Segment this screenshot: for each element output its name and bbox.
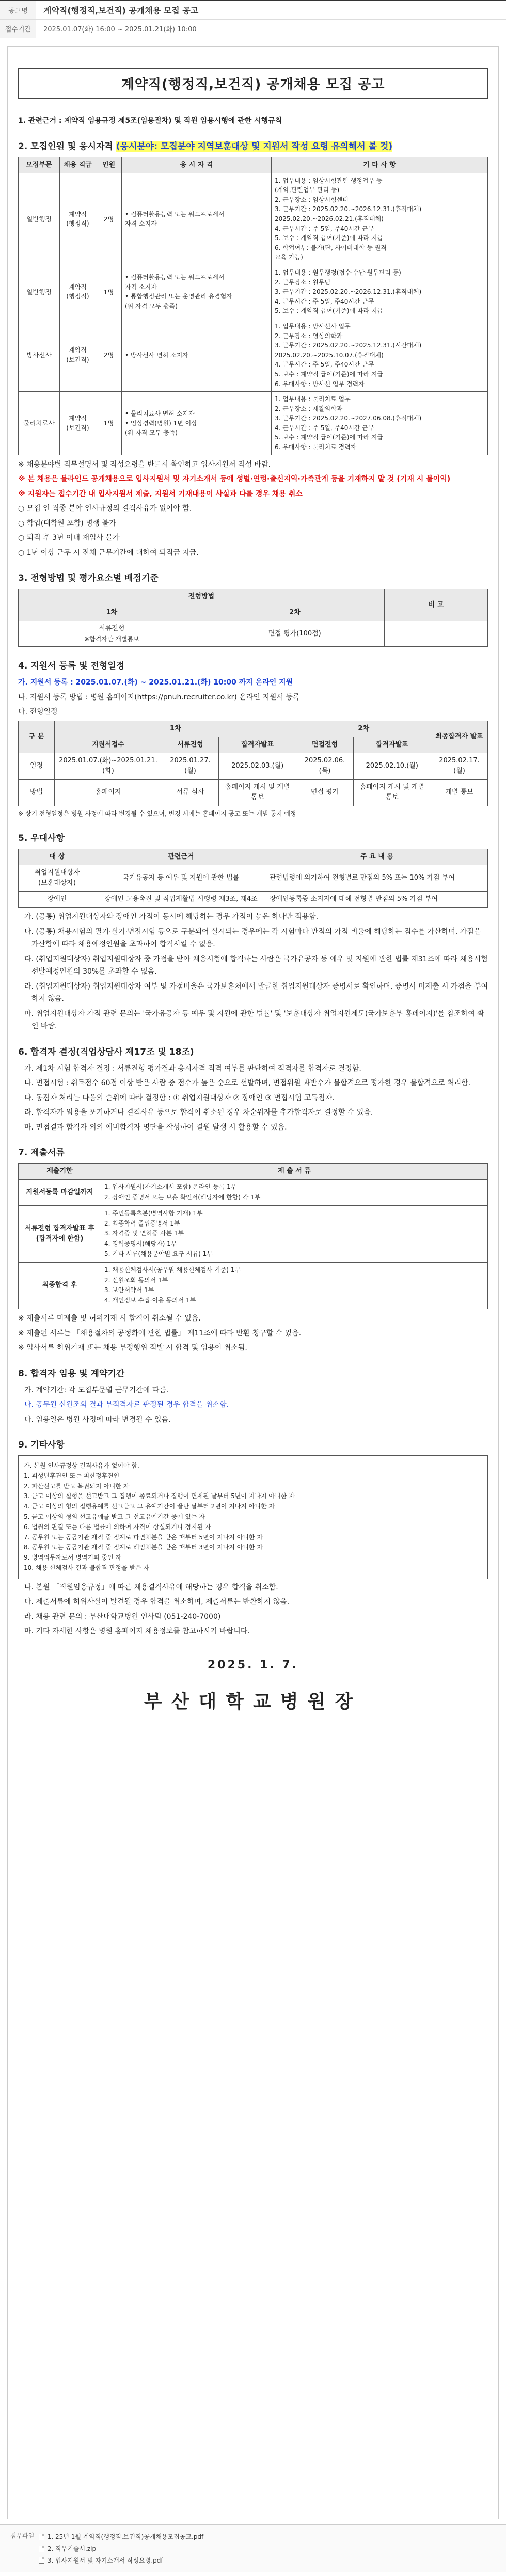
- recruitment-header-row: [19, 157, 488, 173]
- cell-count: 2명: [96, 173, 122, 265]
- note-line: ※ 본 채용은 블라인드 공개채용으로 입사지원서 및 자기소개서 등에 성별·연령·출신지역·가족관계 등을 기재하지 말 것 (기재 시 불이익): [18, 475, 451, 484]
- decision-line: 다. 동점자 처리는 다음의 순위에 따라 결정함 : ① 취업지원대상자 ② 장애인 ③ 면접시험 고득점자.: [24, 1093, 335, 1102]
- subject-label: 공고명: [0, 1, 36, 19]
- disqualification-box: 가. 본원 인사규정상 결격사유가 없어야 함. 1. 피성년후견인 또는 피한정후견인 2. 파산선고를 받고 복권되지 아니한 자 3. 금고 이상의 실형을 선고받고 그 집행이 종료되거나 집행이 면제된 날부터 5년이 지나지 아니한 자 4. 금고 이상의 형의 집행유예를 선고받고 그 유예기간이 끝난 날부터 2년이 지나지 아니한 자 5. 금고 이상의 형의 선고유예를 받고 그 선고유예기간 중에 있는 자 6. 법원의 판결 또는 다른 법률에 의하여 자격이 상실되거나 정지된 자 7. 공무원 또는 공공기관 재직 중 징계로 파면처분을 받은 때부터 5년이 지나지 아니한 자 8. 공무원 또는 공공기관 재직 중 징계로 해임처분을 받은 때부터 3년이 지나지 아니한 자 9. 병역의무자로서 병역기피 중인 자 10. 채용 신체검사 결과 불합격 판정을 받은 자: [18, 1455, 488, 1579]
- section-2-title-highlight: (응시분야: 모집분야 지역보훈대상 및 지원서 작성 요령 유의해서 볼 것): [116, 141, 393, 152]
- section-documents: [18, 1145, 488, 1354]
- table-row: [19, 891, 488, 907]
- docs-list: 1. 입사지원서(자기소개서 포함) 온라인 등록 1부 2. 장애인 증명서 또는 보훈 확인서(해당자에 한함) 각 1부: [101, 1180, 488, 1206]
- cell-rank: 계약직 (행정직): [60, 173, 96, 265]
- schedule-col-stage1: 1차: [55, 721, 296, 737]
- selection-note-header: 비 고: [385, 589, 488, 621]
- schedule-cell: 2025.02.03.(월): [219, 753, 296, 779]
- stage-1-method: [19, 621, 205, 647]
- notice-document: [7, 46, 499, 2519]
- attachment-name: 1. 25년 1월 계약직(행정직,보건직)공개채용모집공고.pdf: [47, 2533, 204, 2540]
- table-row: [19, 589, 488, 605]
- schedule-cell: 홈페이지 게시 및 개별통보: [353, 780, 431, 806]
- schedule-table: [18, 721, 488, 806]
- documents-table: [18, 1163, 488, 1309]
- schedule-cell: 개별 통보: [431, 780, 488, 806]
- appointment-line: 가. 계약기간: 각 모집부문별 근무기간에 따름.: [24, 1386, 169, 1394]
- attachment-link[interactable]: [39, 2531, 204, 2543]
- attachments-label: 첨부파일: [10, 2532, 35, 2539]
- table-row: [19, 621, 488, 647]
- cell-count: 1명: [96, 392, 122, 455]
- cell-count: 1명: [96, 265, 122, 319]
- section-recruitment: [18, 139, 488, 560]
- selection-table: [18, 589, 488, 647]
- section-8-title: 8. 합격자 임용 및 계약기간: [18, 1368, 125, 1379]
- schedule-sub-announce2: 합격자발표: [353, 737, 431, 753]
- cell-etc: 1. 업무내용 : 임상시험관련 행정업무 등 (계약,관련업무 관리 등) 2. 근무장소 : 임상시험센터 3. 근무기간 : 2025.02.20.~2026.12.31.(휴직대체) 2025.02.20.~2026.02.21.(휴직대체) 4. 근무시간 : 주 5일, 주40시간 근무 5. 보수 : 계약직 급여(기준)에 따라 지급 6. 학업여부: 불가(단, 사이버대학 등 원격 교육 가능): [272, 173, 488, 265]
- selection-stage-2: 2차: [205, 605, 384, 621]
- schedule-cell: 서류 심사: [162, 780, 218, 806]
- file-icon: [39, 2546, 44, 2552]
- registration-method: 나. 지원서 등록 방법 : 병원 홈페이지(https://pnuh.recruiter.co.kr) 온라인 지원서 등록: [18, 693, 300, 702]
- cell-qualification: • 컴퓨터활용능력 또는 워드프로세서 자격 소지자 • 통합행정관리 또는 운영관리 유경험자 (위 자격 모두 충족): [122, 265, 272, 319]
- file-icon: [39, 2534, 44, 2540]
- section-5-title: 5. 우대사항: [18, 833, 65, 844]
- stage-1-method-text: 서류전형: [99, 625, 125, 633]
- pref-col-target: 대 상: [19, 849, 96, 865]
- pref-cell: 장애인: [19, 891, 96, 907]
- schedule-sub-announce1: 합격자발표: [219, 737, 296, 753]
- section-1-title: 1. 관련근거 : 계약직 임용규정 제5조(임용절차) 및 직원 임용시행에 관한 시행규칙: [18, 117, 282, 125]
- decision-line: 나. 면접시험 : 취득점수 60점 이상 받은 사람 중 점수가 높은 순으로 선발하며, 면접위원 과반수가 불합격으로 평가한 경우 불합격으로 처리함.: [24, 1079, 471, 1088]
- docs-note: ※ 제출서류 미제출 및 허위기재 시 합격이 취소될 수 있음.: [18, 1314, 201, 1323]
- docs-note: ※ 제출된 서류는 「채용절차의 공정화에 관한 법률」 제11조에 따라 반환 청구할 수 있음.: [18, 1329, 302, 1338]
- preference-table: [18, 849, 488, 908]
- note-line: ○ 퇴직 후 3년 이내 재입사 불가: [18, 534, 120, 543]
- appointment-line: 나. 공무원 신원조회 결과 부적격자로 판정된 경우 합격을 취소함.: [24, 1401, 229, 1409]
- col-header-dept: 모집부문: [19, 157, 60, 173]
- recruitment-table: [18, 157, 488, 455]
- selection-top-header: 전형방법: [19, 589, 385, 605]
- section-preference: [18, 831, 488, 1033]
- schedule-cell: 2025.02.17.(월): [431, 753, 488, 779]
- cell-dept: 일반행정: [19, 265, 60, 319]
- schedule-col-final: 최종합격자 발표: [431, 721, 488, 753]
- table-row: [19, 392, 488, 455]
- selection-note: [385, 621, 488, 647]
- misc-line: 나. 본원 「직원임용규정」에 따른 채용결격사유에 해당하는 경우 합격을 취소함.: [24, 1583, 278, 1592]
- notice-subject: 계약직(행정직,보건직) 공개채용 모집 공고: [43, 6, 199, 15]
- cell-qualification: • 물리치료사 면허 소지자 • 임상경력(병원) 1년 이상 (위 자격 모두 충족): [122, 392, 272, 455]
- selection-stage-1: 1차: [19, 605, 205, 621]
- docs-col-deadline: 제출기한: [19, 1164, 101, 1180]
- table-row: [19, 1262, 488, 1309]
- schedule-cell: 방법: [19, 780, 55, 806]
- decision-line: 마. 면접결과 합격자 외의 예비합격자 명단을 작성하여 결원 발생 시 활용할 수 있음.: [24, 1123, 287, 1132]
- table-row: [19, 265, 488, 319]
- attachment-name: 2. 직무기술서.zip: [47, 2545, 97, 2552]
- decision-line: 라. 합격자가 임용을 포기하거나 결격사유 등으로 합격이 취소된 경우 차순위자를 추가합격자로 결정할 수 있음.: [24, 1108, 373, 1117]
- section-legal-basis: [18, 115, 488, 128]
- table-row: [19, 1205, 488, 1262]
- application-period: 2025.01.07(화) 16:00 ~ 2025.01.21(화) 10:00: [43, 26, 197, 34]
- table-row: [19, 1180, 488, 1206]
- pref-cell: 취업지원대상자 (보훈대상자): [19, 865, 96, 891]
- docs-col-list: 제 출 서 류: [101, 1164, 488, 1180]
- stage-1-method-note: ※합격자만 개별통보: [84, 635, 139, 643]
- schedule-col-type: 구 분: [19, 721, 55, 753]
- table-row: [19, 849, 488, 865]
- misc-line: 다. 제출서류에 허위사실이 발견될 경우 합격을 취소하며, 제출서류는 반환하지 않음.: [24, 1598, 290, 1607]
- schedule-sub-interview: 면접전형: [296, 737, 353, 753]
- recruitment-notes: [18, 458, 488, 560]
- table-row: [19, 173, 488, 265]
- schedule-cell: 일정: [19, 753, 55, 779]
- note-line: ○ 1년 이상 근무 시 전체 근무기간에 대하여 퇴직금 지급.: [18, 548, 199, 557]
- misc-line: 라. 채용 관련 문의 : 부산대학교병원 인사팀 (051-240-7000): [24, 1612, 221, 1621]
- cell-etc: 1. 업무내용 : 원무행정(접수·수납·원무관리 등) 2. 근무장소 : 원무팀 3. 근무기간 : 2025.02.20.~2026.12.31.(휴직대체) 4. 근무시간 : 주 5일, 주40시간 근무 5. 보수 : 계약직 급여(기준)에 따라 지급: [272, 265, 488, 319]
- table-row: [19, 737, 488, 753]
- col-header-count: 인원: [96, 157, 122, 173]
- pref-note: 라. (취업지원대상자) 취업지원대상자 여부 및 가점비율은 국가보훈처에서 발급한 취업지원대상자 증명서로 확인하며, 증명서 미제출 시 가점을 부여하지 않음.: [24, 982, 488, 1004]
- cell-dept: 일반행정: [19, 173, 60, 265]
- docs-deadline: 지원서등록 마감일까지: [19, 1180, 101, 1206]
- schedule-sub-doc: 서류전형: [162, 737, 218, 753]
- section-selection-method: [18, 570, 488, 647]
- col-header-qualification: 응 시 자 격: [122, 157, 272, 173]
- cell-count: 2명: [96, 319, 122, 391]
- attachments: [0, 2524, 506, 2572]
- documents-notes: [18, 1312, 488, 1355]
- schedule-cell: 면접 평가: [296, 780, 353, 806]
- pref-cell: 장애인등록증 소지자에 대해 전형별 만점의 5% 가점 부여: [266, 891, 488, 907]
- table-row: [19, 721, 488, 737]
- table-row: [19, 1164, 488, 1180]
- cell-rank: 계약직 (행정직): [60, 265, 96, 319]
- cell-rank: 계약직 (보건직): [60, 392, 96, 455]
- schedule-col-stage2: 2차: [296, 721, 431, 737]
- pref-note: 다. (취업지원대상자) 취업지원대상자 중 가점을 받아 채용시험에 합격하는 사람은 국가유공자 등 예우 및 지원에 관한 법률 제31조에 따라 채용시험 선발예정인원의 30%를 초과할 수 없음.: [24, 955, 488, 976]
- section-decision: [18, 1044, 488, 1134]
- section-9-title: 9. 기타사항: [18, 1440, 65, 1450]
- subject-row: [0, 1, 506, 20]
- pref-col-basis: 관련근거: [96, 849, 266, 865]
- pref-note: 마. 취업지원대상자 가점 관련 문의는 '국가유공자 등 예우 및 지원에 관한 법률' 및 '보훈대상자 취업지원제도(국가보훈부 홈페이지)'를 참조하여 확인 바람.: [24, 1009, 484, 1031]
- schedule-sub-apply: 지원서접수: [55, 737, 162, 753]
- pref-cell: 장애인 고용촉진 및 직업재활법 시행령 제3조, 제4조: [96, 891, 266, 907]
- col-header-etc: 기 타 사 항: [272, 157, 488, 173]
- pref-cell: 국가유공자 등 예우 및 지원에 관한 법률: [96, 865, 266, 891]
- cell-qualification: • 컴퓨터활용능력 또는 워드프로세서 자격 소지자: [122, 173, 272, 265]
- notice-header: [0, 0, 506, 38]
- docs-deadline: 최종합격 후: [19, 1262, 101, 1309]
- cell-qualification: • 방사선사 면허 소지자: [122, 319, 272, 391]
- schedule-label: 다. 전형일정: [18, 708, 58, 717]
- attachment-link[interactable]: [39, 2543, 204, 2555]
- col-header-rank: 채용 직급: [60, 157, 96, 173]
- note-line: ○ 학업(대학원 포함) 병행 불가: [18, 519, 116, 528]
- pref-cell: 관련법령에 의거하여 전형별로 만점의 5% 또는 10% 가점 부여: [266, 865, 488, 891]
- note-line: ※ 지원자는 접수기간 내 입사지원서 제출, 지원서 기재내용이 사실과 다를 경우 채용 취소: [18, 489, 303, 498]
- docs-deadline: 서류전형 합격자발표 후 (합격자에 한함): [19, 1205, 101, 1262]
- table-row: [19, 753, 488, 779]
- registration-period: 가. 지원서 등록 : 2025.01.07.(화) ~ 2025.01.21.(화) 10:00 까지 온라인 지원: [18, 678, 293, 687]
- docs-list: 1. 주민등록초본(병역사항 기재) 1부 2. 최종학력 졸업증명서 1부 3. 자격증 및 면허증 사본 1부 4. 경력증명서(해당자) 1부 5. 기타 서류(채용분야별 요구 서류) 1부: [101, 1205, 488, 1262]
- schedule-cell: 2025.01.07.(화)~2025.01.21.(화): [55, 753, 162, 779]
- cell-etc: 1. 업무내용 : 물리치료 업무 2. 근무장소 : 재활의학과 3. 근무기간 : 2025.02.20.~2027.06.08.(휴직대체) 4. 근무시간 : 주 5일, 주40시간 근무 5. 보수 : 계약직 급여(기준)에 따라 지급 6. 우대사항 : 물리치료 경력자: [272, 392, 488, 455]
- preference-notes: [18, 911, 488, 1033]
- schedule-cell: 2025.02.10.(월): [353, 753, 431, 779]
- notice-date: 2025. 1. 7.: [207, 1658, 299, 1672]
- table-row: [19, 319, 488, 391]
- note-line: ○ 모집 인 직종 분야 인사규정의 결격사유가 없어야 함.: [18, 504, 192, 513]
- pref-col-content: 주 요 내 용: [266, 849, 488, 865]
- section-appointment: [18, 1366, 488, 1426]
- period-label: 접수기간: [0, 20, 36, 38]
- attachment-name: 3. 입사지원서 및 자기소개서 작성요령.pdf: [47, 2556, 163, 2564]
- cell-etc: 1. 업무내용 : 방사선사 업무 2. 근무장소 : 영상의학과 3. 근무기간 : 2025.02.20.~2025.12.31.(시간대체) 2025.02.20.~2025.10.07.(휴직대체) 4. 근무시간 : 주 5일, 주40시간 근무 5. 보수 : 계약직 급여(기준)에 따라 지급 6. 우대사항 : 방사선 업무 경력자: [272, 319, 488, 391]
- section-misc: [18, 1437, 488, 1638]
- section-2-title: [18, 139, 488, 152]
- pref-note: 가. (공통) 취업지원대상자와 장애인 가점이 동시에 해당하는 경우 가점이 높은 하나만 적용함.: [24, 913, 319, 921]
- decision-line: 가. 제1차 시험 합격자 결정 : 서류전형 평가결과 응시자격 적격 여부를 판단하여 적격자를 합격자로 결정함.: [24, 1064, 361, 1073]
- attachment-link[interactable]: [39, 2555, 204, 2567]
- schedule-cell: 홈페이지 게시 및 개별통보: [219, 780, 296, 806]
- file-icon: [39, 2557, 44, 2564]
- section-4-title: 4. 지원서 등록 및 전형일정: [18, 661, 125, 672]
- appointment-line: 다. 임용일은 병원 사정에 따라 변경될 수 있음.: [24, 1415, 171, 1424]
- stage-2-method: 면접 평가(100점): [205, 621, 384, 647]
- document-title: 계약직(행정직,보건직) 공개채용 모집 공고: [18, 68, 488, 99]
- issuing-organization: 부산대학교병원장: [144, 1691, 362, 1712]
- section-2-title-text: 2. 모집인원 및 응시자격: [18, 141, 116, 152]
- schedule-cell: 2025.02.06.(목): [296, 753, 353, 779]
- table-row: [19, 865, 488, 891]
- docs-list: 1. 채용신체검사서(공무원 채용신체검사 기준) 1부 2. 신원조회 동의서 1부 3. 보안서약서 1부 4. 개인정보 수집·이용 동의서 1부: [101, 1262, 488, 1309]
- misc-line: 마. 기타 자세한 사항은 병원 홈페이지 채용정보를 참고하시기 바랍니다.: [24, 1627, 250, 1636]
- section-6-title: 6. 합격자 결정(직업상담사 제17조 및 18조): [18, 1046, 194, 1057]
- docs-note: ※ 입사서류 허위기재 또는 채용 부정행위 적발 시 합격 및 임용이 취소됨.: [18, 1344, 247, 1352]
- schedule-cell: 2025.01.27.(월): [162, 753, 218, 779]
- period-row: [0, 20, 506, 38]
- cell-dept: 방사선사: [19, 319, 60, 391]
- note-line: ※ 채용분야별 직무설명서 및 작성요령을 반드시 확인하고 입사지원서 작성 바람.: [18, 460, 271, 469]
- cell-rank: 계약직 (보건직): [60, 319, 96, 391]
- attachment-list: [39, 2531, 204, 2566]
- table-row: [19, 780, 488, 806]
- section-schedule: [18, 658, 488, 819]
- schedule-cell: 홈페이지: [55, 780, 162, 806]
- section-3-title: 3. 전형방법 및 평가요소별 배점기준: [18, 573, 159, 584]
- pref-note: 나. (공통) 채용시험의 필기·실기·면접시험 등으로 구분되어 실시되는 경우에는 각 시험마다 만점의 가점 비율에 해당하는 점수를 가산하며, 가점을 가산함에 따라 채용예정인원을 초과하여 합격시킬 수 없음.: [24, 927, 481, 949]
- schedule-note: ※ 상기 전형일정은 병원 사정에 따라 변경될 수 있으며, 변경 시에는 홈페이지 공고 또는 개별 통지 예정: [18, 809, 296, 817]
- cell-dept: 물리치료사: [19, 392, 60, 455]
- section-7-title: 7. 제출서류: [18, 1148, 65, 1158]
